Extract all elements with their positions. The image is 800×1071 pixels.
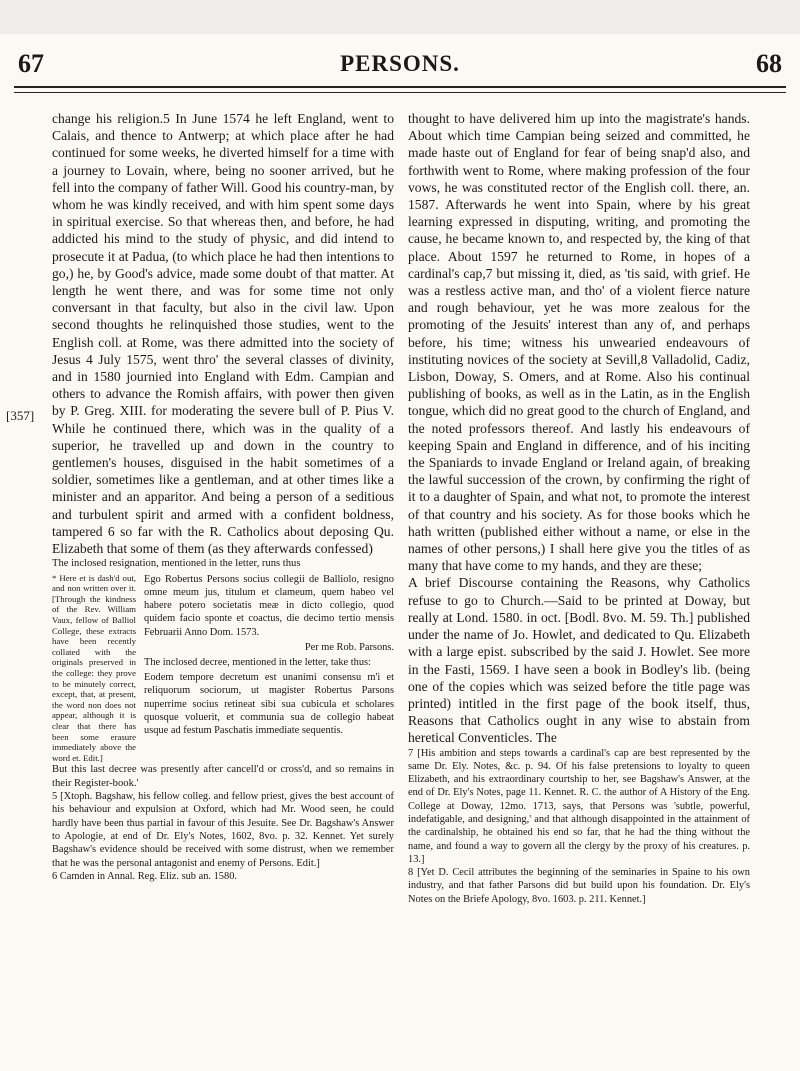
right-page-number: 68 (756, 49, 782, 78)
decree-latin: Eodem tempore decretum est unanimi consensu m'i et reliquorum sociorum, ut magister Robertus Parsons nuperrime socius retineat sibi sua cubicula et scholares quosque voluerit, et communia sua de collegio habeat usque ad festum Paschatis immediate sequentis. (144, 672, 394, 736)
header-rule-thin (14, 92, 786, 93)
header-rule (14, 86, 786, 88)
left-column (52, 110, 394, 883)
scan-top-margin (0, 0, 800, 34)
signature: Per me Rob. Parsons. (304, 641, 394, 653)
left-body-text: change his religion.5 In June 1574 he left England, went to Calais, and thence to Antwerp; at which place after he had continued for some weeks, he diverted himself for a time with a journey to Lovain, where, being no sooner arrived, but he fell into the company of father Will. Good his country-man, by whom he was kindly received, and with him spent some days in spiritual exercise. So that whereas then, and before, he had addicted his mind to the study of physic, and did intend to prosecute it at Padua, (to which place he had then intentions to go,) he, by Good's advice, made some doubt of that matter. At length he went there, and was for some time not only conversant in that faculty, but also in the civil law. Upon second thoughts he relinquished those studies, went to the English coll. at Rome, was there admitted into the society of Jesus 4 July 1575, went thro' the several classes of divinity, and in 1580 journied into England with Edm. Campian and others to advance the Romish affairs, with power then given by P. Greg. XIII. for moderating the severe bull of P. Pius V. While he continued there, which was in the quality of a superior, he travelled up and down in the country to gentlemen's houses, disguised in the habit sometimes of a soldier, sometimes like a gentleman, and at other times like a minister and an apparitor. And being a person of a seditious and turbulent spirit and armed with a confident boldness, tampered 6 so far with the R. Catholics about deposing Qu. Elizabeth that some of them (as they afterwards confessed) (52, 111, 394, 557)
decree-after: But this last decree was presently after cancell'd or cross'd, and so remains in their Register-book.' (52, 764, 394, 789)
footnote-5: 5 [Xtoph. Bagshaw, his fellow colleg. and fellow priest, gives the best account of his behaviour and expulsion at Oxford, which had Mr. Wood seen, he could hardly have been thus partial in favour of this Jesuite. See Dr. Bagshaw's Answer to Apologie, at end of Dr. Ely's Notes, 1602, 8vo. p. 32. Kennet. Yet surely Bagshaw's evidence should be received with some distrust, when we remember that he was the personal antagonist and enemy of Persons. Edit.] (52, 791, 394, 869)
running-title: PERSONS. (340, 51, 460, 76)
footnote-8: 8 [Yet D. Cecil attributes the beginning of the seminaries in Spaine to his own industry, and that father Parsons did but build upon his foundation. Dr. Ely's Notes on the Briefe Apology, 8vo. 1603. p. 211. Kennet.] (408, 867, 750, 905)
right-body-text: thought to have delivered him up into the magistrate's hands. About which time Campian being seized and committed, he made haste out of England for fear of being snap'd also, and forthwith went to Rome, where making profession of the four vows, he was constituted rector of the English coll. there, an. 1587. Afterwards he went into Spain, where by his great learning expressed in disputing, writing, and promoting the cause, he became known to, and respected by, the king of that place. About 1597 he returned to Rome, in hopes of a cardinal's cap,7 but missing it, died, as 'tis said, with grief. He was a restless active man, and tho' of a violent fierce nature and rough behaviour, yet he was more zealous for the promoting of the Jesuits' interest than any of, and perhaps before, his time; witness his unwearied endeavours of instituting novices of the society at Sevill,8 Valladolid, Cadiz, Lisbon, Doway, S. Omers, and at Rome. Also his continual publishing of books, as well as in the Latin, as in the English tongue, which did no great good to the church of England, and the noted professors thereof. And lastly his endeavours of keeping Spain and England in difference, and of his inciting the Spaniards to invade England or Ireland again, of breaking the lawful succession of the crown, by confirming the right of it to a daughter of Spain, and what not, to promote the interest of that country and his society. As for those books which he hath written (published either without a name, or else in the names of other persons,) I shall here give you the titles of as many that have come to my hands, and they are these; (408, 111, 750, 574)
side-note: * Here et is dash'd out, and non written over it. [Through the kindness of the Rev. William Vaux, fellow of Balliol College, these extracts have been recently collated with the originals preserved in the college: they prove to be minutely correct, except, that, at present, the word non does not appear, although it is clear that there has been some erasure immediately above the word et. Edit.] (52, 572, 136, 763)
resignation-latin: Ego Robertus Persons socius collegii de Balliolo, resigno omne meum jus, titulum et clameum, quem habeo vel habere potero societatis meæ in dicto collegio, quod quidem facio sponte et coactus, die decimo tertio mensis Februarii Anno Dom. 1573. (144, 573, 394, 638)
footnote-6: 6 Camden in Annal. Reg. Eliz. sub an. 1580. (52, 870, 237, 882)
latin-block (52, 573, 394, 764)
right-column (408, 110, 750, 906)
page-header (0, 42, 800, 86)
book-entry: A brief Discourse containing the Reasons, why Catholics refuse to go to Church.—Said to be printed at Doway, but really at Lond. 1580. in oct. [Bodl. 8vo. M. 59. Th.] published under the name of Jo. Howlet, and dedicated to Qu. Elizabeth with a large epist. subscribed by the said J. Howlet. See more in the Fasti, 1569. I have seen a book in Bodley's lib. (being one of the copies which was seized before the title page was printed) intitled in the first page of the book itself, thus, Reasons that Catholics ought in any wise to abstain from heretical Conventicles. The (408, 575, 750, 746)
resignation-intro: The inclosed resignation, mentioned in the letter, runs thus (52, 558, 301, 570)
left-page-number: 67 (18, 49, 44, 78)
footnote-7: 7 [His ambition and steps towards a cardinal's cap are best represented by the same Dr. Ely. Notes, &c. p. 94. Of his false pretensions to loyalty to queen Elizabeth, and his extraordinary courtship to her, see Bagshaw's Answer, at the end of Dr. Ely's Notes, page 11. Kennet. R. C. the author of A History of the Eng. College at Doway, 12mo. 1713, says, that Persons was 'subtle, powerful, indefatigable, and designing,' and that although disappointed in the attainment of the cardinalship, he obtained his end so far, that he had the thing without the name, and found a way to govern all the clergy by the proxy of his creatures. p. 13.] (408, 747, 750, 865)
decree-intro: The inclosed decree, mentioned in the letter, take thus: (144, 656, 371, 668)
margin-page-ref: [357] (6, 408, 35, 423)
latin-text (144, 573, 394, 764)
